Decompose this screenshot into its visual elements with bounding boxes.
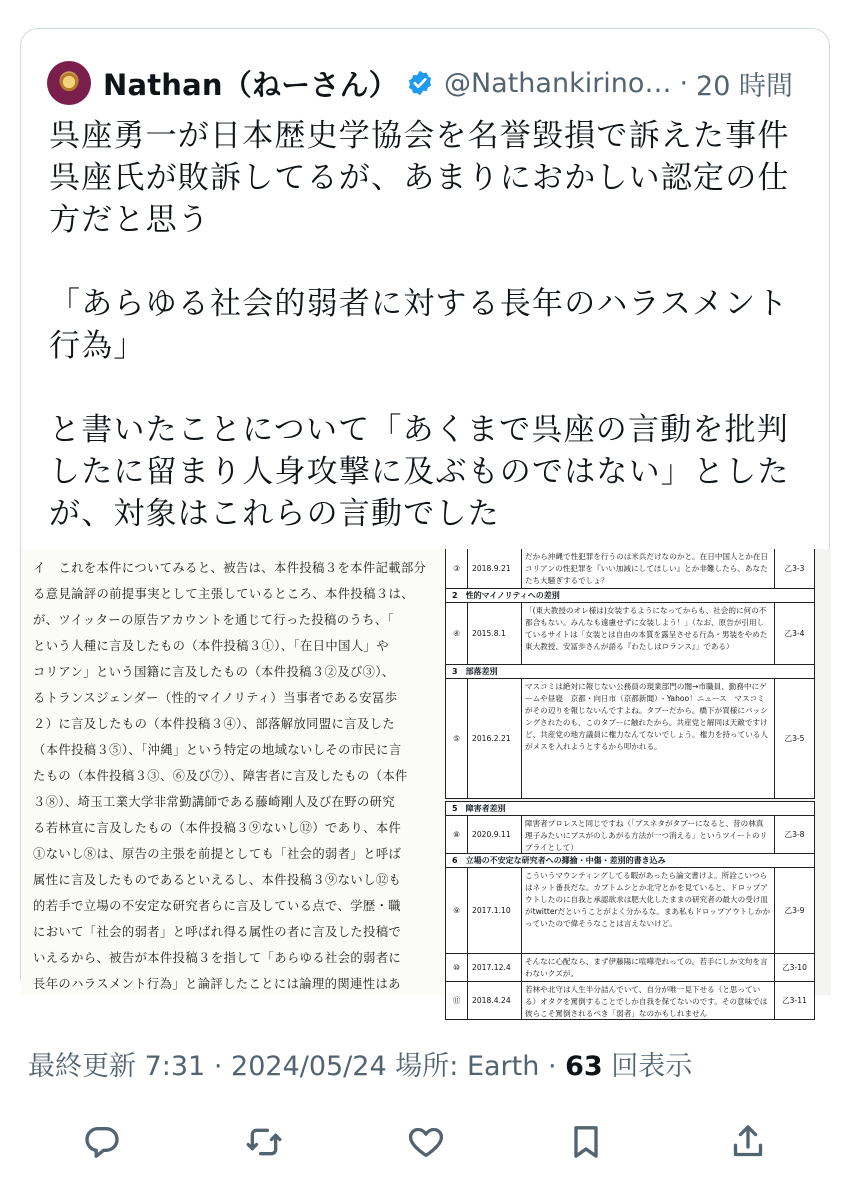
post-meta [28,1044,692,1083]
repost-button[interactable] [240,1118,288,1166]
row-number: ⑨ [446,868,468,953]
document-line: ①ないし⑧は、原告の主張を前提としても「社会的弱者」と呼ば [33,847,402,861]
row-text: 障害者プロレスと同じですね（「ブスネタがタブーになると、昔の林真理子みたいにブスがのしあがる方法が一つ消える」というツイートのリプライとして） [522,816,775,853]
table-row [446,982,815,1020]
row-reference: 乙3-10 [775,954,815,981]
table-section-header: 5 障害者差別 [446,802,815,816]
row-date: 2017.1.10 [468,868,522,953]
document-line: ２）に言及したもの（本件投稿３④）、部落解放同盟に言及した [33,717,396,731]
row-number: ⑩ [446,954,468,981]
document-line: る若林宣に言及したもの（本件投稿３⑨ないし⑫）であり、本件 [33,821,402,835]
document-line: （本件投稿３⑤）、「沖縄」という特定の地域ないしその市民に言 [33,743,402,757]
meta-separator: · [547,1051,557,1082]
row-date: 2018.9.21 [468,549,522,588]
table-section-header: 3 部落差別 [446,665,815,679]
row-reference: 乙3-11 [775,982,815,1019]
table-section-header: 2 性的マイノリティへの差別 [446,589,815,603]
row-text: だから沖縄で性犯罪を行うのは米兵だけなのかと。在日中国人とか在日コリアンの性犯罪を『いい加減にしてほしい』とか非難したら、あなたたち大騒ぎするでしょ？ [522,549,775,588]
post-text-paragraph: 呉座勇一が日本歴史学協会を名誉毀損で訴えた事件呉座氏が敗訴してるが、あまりにおかしい認定の仕方だと思う [49,118,790,238]
post-text-paragraph: 「あらゆる社会的弱者に対する長年のハラスメント行為」 [49,286,789,364]
table-section-header: 6 立場の不安定な研究者への揶揄・中傷・差別的書き込み [446,854,815,868]
row-number: ③ [446,549,468,588]
author-avatar[interactable] [47,61,91,105]
updated-time[interactable]: 7:31 [144,1051,206,1082]
row-text: 「(東大教授のオレ様は)女装するようになってからも、社会的に何の不都合もない。みんなも遠慮せずに女装しよう！」（なお、原告が引用しているサイトは「女装とは自由の本質を露呈させる行為・男装をやめた東大教授、安冨歩さんが語る『わたしはロランス』」である） [522,603,775,664]
updated-label: 最終更新 [28,1051,136,1082]
bookmark-button[interactable] [562,1118,610,1166]
meta-separator: · [213,1051,223,1082]
action-bar [0,1112,850,1168]
reply-icon [82,1122,122,1162]
row-number: ④ [446,603,468,664]
row-text: マスコミは絶対に報じない公務員の現業部門の闇→市職員、勤務中にゲームや昼寝 京都・向日市（京都新聞）- Yahoo！ニュース マスコミがその辺りを報じないんですよね。タブーだから。橋下が買様にバッシングされたのも、このタブーに触れたから。共産党と解同は天敵ですけど、共産党の地方議員に権力なんてないでしょう。権力を持っている人がメスを入れようとするから叩かれる。 [522,679,775,798]
post-text-blank [49,367,809,409]
post-text-blank [49,241,809,283]
document-line: において「社会的弱者」と呼ばれ得る属性の者に言及した投稿で [33,925,402,939]
post-text-paragraph: と書いたことについて「あくまで呉座の言動を批判したに留まり人身攻撃に及ぶものではない」としたが、対象はこれらの言動でした [49,412,790,532]
repost-icon [244,1122,284,1162]
table-document-scan [445,549,831,1018]
heart-icon [406,1122,446,1162]
court-document-scan [21,549,445,995]
row-date: 2017.12.4 [468,954,522,981]
row-text: そんなに心配なら、まず伊藤陽に喧嘩売れっての。若手にしか文句を言わないクズが。 [522,954,775,981]
table-row [446,679,815,799]
share-button[interactable] [724,1118,772,1166]
quoted-post-header [47,59,793,107]
table-top-section [445,549,815,799]
bookmark-icon [566,1122,606,1162]
table-row [446,868,815,954]
post-time[interactable]: 20 時間 [696,70,793,102]
document-line: 長年のハラスメント行為」と論評したことには論理的関連性はあ [33,977,401,991]
table-row [446,816,815,854]
row-number: ⑪ [446,982,468,1019]
document-line: ３⑧）、埼玉工業大学非常勤講師である藤崎剛人及び在野の研究 [33,795,396,809]
updated-date[interactable]: 2024/05/24 [231,1051,387,1082]
row-reference: 乙3-8 [775,816,815,853]
document-line: 的若手で立場の不安定な研究者らに言及している点で、学歴・職 [33,899,401,913]
reply-button[interactable] [78,1118,126,1166]
share-icon [728,1122,768,1162]
row-reference: 乙3-5 [775,679,815,798]
verified-badge-icon [406,69,434,97]
document-line: たもの（本件投稿３③、⑥及び⑦）、障害者に言及したもの（本件 [33,769,408,783]
row-number: ⑤ [446,679,468,798]
table-bottom-section [445,801,815,1020]
author-handle[interactable]: @Nathankirino… [443,67,672,99]
document-line: るトランスジェンダー（性的マイノリティ）当事者である安冨歩 [33,691,398,705]
document-line: いえるから、被告が本件投稿３を指して「あらゆる社会的弱者に [33,951,402,965]
document-line: イ これを本件についてみると、被告は、本件投稿３を本件記載部分 [33,561,427,575]
row-reference: 乙3-4 [775,603,815,664]
row-date: 2018.4.24 [468,982,522,1019]
document-line: という人種に言及したもの（本件投稿３①）、「在日中国人」や [33,639,389,653]
table-row [446,603,815,665]
quoted-post-card[interactable] [20,28,830,1018]
document-line: る意見論評の前提事実として主張しているところ、本件投稿３は、 [33,587,414,601]
row-date: 2015.8.1 [468,603,522,664]
row-date: 2016.2.21 [468,679,522,798]
table-row [446,954,815,982]
quoted-post-text [49,115,809,535]
row-text: 若林や北守は人生半分詰んでいて、自分が唯一見下せる（と思っている）オタクを罵倒することでしか自我を保てないのです。その意味では彼らこそ罵倒されるべき「弱者」なのかもしれません [522,982,775,1019]
header-separator: · [679,67,689,99]
views-label: 回表示 [611,1051,693,1082]
location-value: Earth [466,1051,540,1082]
row-text: こういうマウンティングしてる暇があったら論文書けよ。所詮こいつらはネット番長だな。カブトムシとか北守とかを見ていると、ドロップアウトしたのに自我と承認欲求は肥大化したままの研究者の最大の受け皿がtwitterだということがよく分かるな。まあ私もドロップアウトしかかっていたので偉そうなことは言えないけど。 [522,868,775,953]
row-date: 2020.9.11 [468,816,522,853]
location-label: 場所: [395,1051,459,1082]
row-reference: 乙3-9 [775,868,815,953]
views-count: 63 [565,1051,603,1082]
row-reference: 乙3-3 [775,549,815,588]
row-number: ⑧ [446,816,468,853]
document-line: が、ツイッターの原告アカウントを通じて行った投稿のうち、「 [33,613,395,627]
author-name[interactable]: Nathan（ねーさん） [103,67,398,102]
like-button[interactable] [402,1118,450,1166]
attached-image[interactable] [21,549,831,1018]
document-line: コリアン」という国籍に言及したもの（本件投稿３②及び③）、 [33,665,395,679]
document-line: 属性に言及したものであるといえるし、本件投稿３⑨ないし⑫も [33,873,402,887]
table-row [446,549,815,589]
